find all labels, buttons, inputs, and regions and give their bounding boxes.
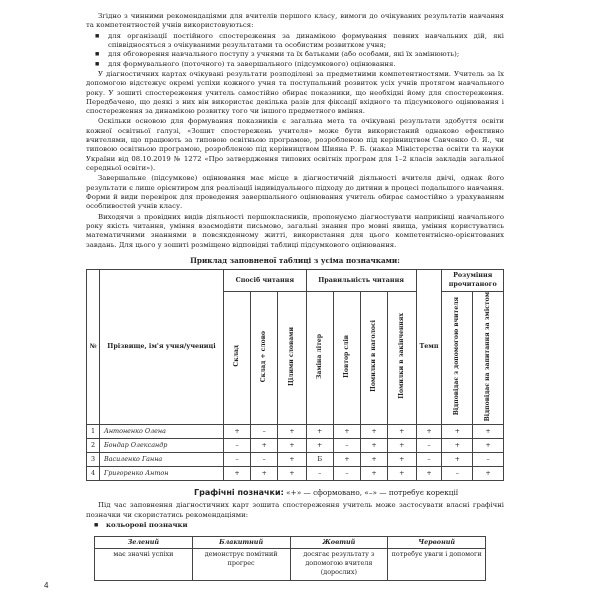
graphic-marks-label: Графічні позначки: — [194, 487, 284, 497]
mark-cell: – — [442, 466, 473, 480]
sub-header-label: Заміна літер — [315, 333, 323, 379]
reading-assessment-table — [86, 269, 504, 481]
mark-cell: + — [360, 424, 387, 438]
usage-list-item: ■ для формувального (поточного) та завершального (підсумкового) оцінювання. — [86, 60, 504, 69]
mark-cell: + — [251, 438, 278, 452]
mark-cell: + — [416, 466, 442, 480]
sub-header — [224, 291, 251, 424]
sub-header-label: Помилки в закінченнях — [397, 313, 405, 400]
mark-cell: + — [360, 452, 387, 466]
mark-cell: + — [442, 452, 473, 466]
student-name: Василенко Ганна — [99, 452, 223, 466]
group-header-comprehension: Розуміння прочитаного — [442, 269, 504, 291]
mark-cell: + — [224, 424, 251, 438]
paragraph-recommendations: Під час заповнення діагностичних карт зошита спостереження учитель може застосувати власні графічні позначки чи скористатись рекомендаціями: — [86, 501, 504, 519]
student-name: Антоненко Олена — [99, 424, 223, 438]
paragraph-diagnostic-cards: У діагностичних картах очікувані результати розподілені за предметними компетентностями. Учитель за їх допомогою відстежує окремі успіхи кожного учня та поступальний розвиток усіх учнів протягом навчального року. У зошиті спостереження учитель самостійно обирає показники, що необхідні йому для спостереження. Передбачено, що деякі з них він використає декілька разів для фіксації вхідного та підсумкового оцінювання і спостереження за динамікою розвитку того чи іншого предметного вміння. — [86, 69, 504, 116]
mark-cell: + — [473, 424, 504, 438]
sub-header — [306, 291, 333, 424]
paragraph-intro: Згідно з чинними рекомендаціями для вчителів першого класу, вимоги до очікуваних результатів навчання та компетентностей учнів використовуються: — [86, 12, 504, 30]
paragraph-final-assessment: Завершальне (підсумкове) оцінювання має місце в діагностичній діяльності вчителя двічі, однак його результати є лише орієнтиром для реалізації індивідуального підходу до дитини в процесі подальшого навчання. Форми й види перевірок для проведення завершального оцінювання учитель обирає самостійно з урахуванням особливостей учнів класу. — [86, 174, 504, 211]
color-header-blue: Блакитний — [192, 537, 290, 549]
student-name: Бондар Олександр — [99, 438, 223, 452]
sub-header — [473, 291, 504, 424]
mark-cell: – — [416, 438, 442, 452]
paragraph-basis: Оскільки основою для формування показників є загальна мета та очікувані результати здобуття освіти кожної освітньої галузі, «Зошит спостережень учителя» може бути використаний однаково ефективно вчителями, що працюють за типовою освітньою програмою, розробленою під керівництвом Савченко О. Я., чи типовою освітньою програмою, розробленою під керівництвом Шияна Р. Б. (наказ Міністерства освіти та науки України від 08.10.2019 № 1272 «Про затвердження типових освітніх програм для 1–2 класів закладів загальної середньої освіти»). — [86, 117, 504, 172]
sub-header-label: Помилки в наголосі — [369, 320, 377, 393]
mark-cell: + — [333, 424, 360, 438]
color-meaning-green: має значні успіхи — [95, 549, 193, 581]
graphic-marks-text: «+» — сформовано, «–» — потребує корекції — [286, 487, 459, 497]
sub-header — [251, 291, 278, 424]
sub-header-label: Цілими словами — [287, 326, 295, 386]
page-number: 4 — [44, 581, 49, 590]
mark-cell: – — [224, 452, 251, 466]
mark-cell: – — [251, 424, 278, 438]
table-caption: Приклад заповненої таблиці з усіма позначками: — [190, 255, 400, 265]
table-row — [87, 424, 504, 438]
table-row — [87, 466, 504, 480]
usage-list-item: ■ для організації постійного спостереження за динамікою формування певних навчальних дій, які співвідносяться з очікуваними результатами та особистим розвитком учня; — [86, 32, 504, 51]
mark-cell: + — [360, 466, 387, 480]
mark-cell: + — [473, 438, 504, 452]
color-meaning-red: потребує уваги і допомоги — [388, 549, 486, 581]
mark-cell: + — [278, 438, 306, 452]
sub-header-label: Відповідає на запитання за змістом — [483, 291, 491, 421]
row-number: 4 — [87, 466, 100, 480]
mark-cell: – — [251, 452, 278, 466]
mark-cell: + — [388, 424, 416, 438]
sub-header — [333, 291, 360, 424]
student-name: Григоренко Антон — [99, 466, 223, 480]
mark-cell: + — [224, 466, 251, 480]
sub-header-label: Повтор слів — [342, 334, 350, 378]
tempo-label: Темп — [419, 342, 439, 351]
table-row — [87, 452, 504, 466]
mark-cell: + — [388, 438, 416, 452]
mark-cell: – — [333, 466, 360, 480]
mark-cell: + — [416, 424, 442, 438]
sub-header — [388, 291, 416, 424]
mark-cell: + — [333, 452, 360, 466]
col-header-name: Прізвище, ім'я учня/учениці — [99, 269, 223, 424]
graphic-marks-line — [86, 488, 504, 499]
color-marks-bullet: ■ кольорові позначки — [86, 521, 504, 530]
mark-cell: – — [224, 438, 251, 452]
mark-cell: Б — [306, 452, 333, 466]
group-header-reading-method: Спосіб читання — [224, 269, 307, 291]
sub-header-label: Склад — [232, 345, 240, 367]
group-header-reading-accuracy: Правильність читання — [306, 269, 416, 291]
color-header-red: Червоний — [388, 537, 486, 549]
mark-cell: + — [473, 466, 504, 480]
color-marks-table — [94, 536, 486, 581]
color-meaning-blue: демонструє помітний прогрес — [192, 549, 290, 581]
row-number: 2 — [87, 438, 100, 452]
usage-list-item: ■ для обговорення навчального поступу з учнями та їх батьками (або особами, які їх замінюють); — [86, 50, 504, 59]
color-header-yellow: Жовтий — [290, 537, 388, 549]
sub-header-label: Відповідає з допомогою вчителя — [453, 297, 461, 416]
paragraph-activities: Виходячи з провідних видів діяльності першокласників, пропонуємо діагностувати наприкінці навчального року якість читання, уміння взаємодіяти письмово, загальні знання про мовні явища, уміння користуватись математичними знаннями в повсякденному житті, використання для цього компетентнісно-орієнтованих завдань. Для цього у зошиті розміщено відповідні таблиці підсумкового оцінювання. — [86, 212, 504, 249]
sub-header-label: Склад + слово — [260, 330, 268, 382]
table-row — [87, 438, 504, 452]
col-header-number: № — [87, 269, 100, 424]
mark-cell: – — [416, 452, 442, 466]
row-number: 3 — [87, 452, 100, 466]
row-number: 1 — [87, 424, 100, 438]
mark-cell: + — [442, 438, 473, 452]
mark-cell: – — [473, 452, 504, 466]
color-meaning-yellow: досягає результату з допомогою вчителя (дорослих) — [290, 549, 388, 581]
mark-cell: + — [306, 424, 333, 438]
color-header-green: Зелений — [95, 537, 193, 549]
col-header-tempo — [416, 269, 442, 424]
mark-cell: + — [251, 466, 278, 480]
mark-cell: + — [278, 424, 306, 438]
mark-cell: – — [306, 466, 333, 480]
sub-header — [442, 291, 473, 424]
mark-cell: + — [360, 438, 387, 452]
mark-cell: + — [442, 424, 473, 438]
mark-cell: – — [333, 438, 360, 452]
sub-header — [360, 291, 387, 424]
sub-header — [278, 291, 306, 424]
mark-cell: + — [388, 466, 416, 480]
mark-cell: + — [306, 438, 333, 452]
mark-cell: + — [278, 452, 306, 466]
usage-list — [86, 32, 504, 69]
mark-cell: + — [278, 466, 306, 480]
mark-cell: + — [388, 452, 416, 466]
